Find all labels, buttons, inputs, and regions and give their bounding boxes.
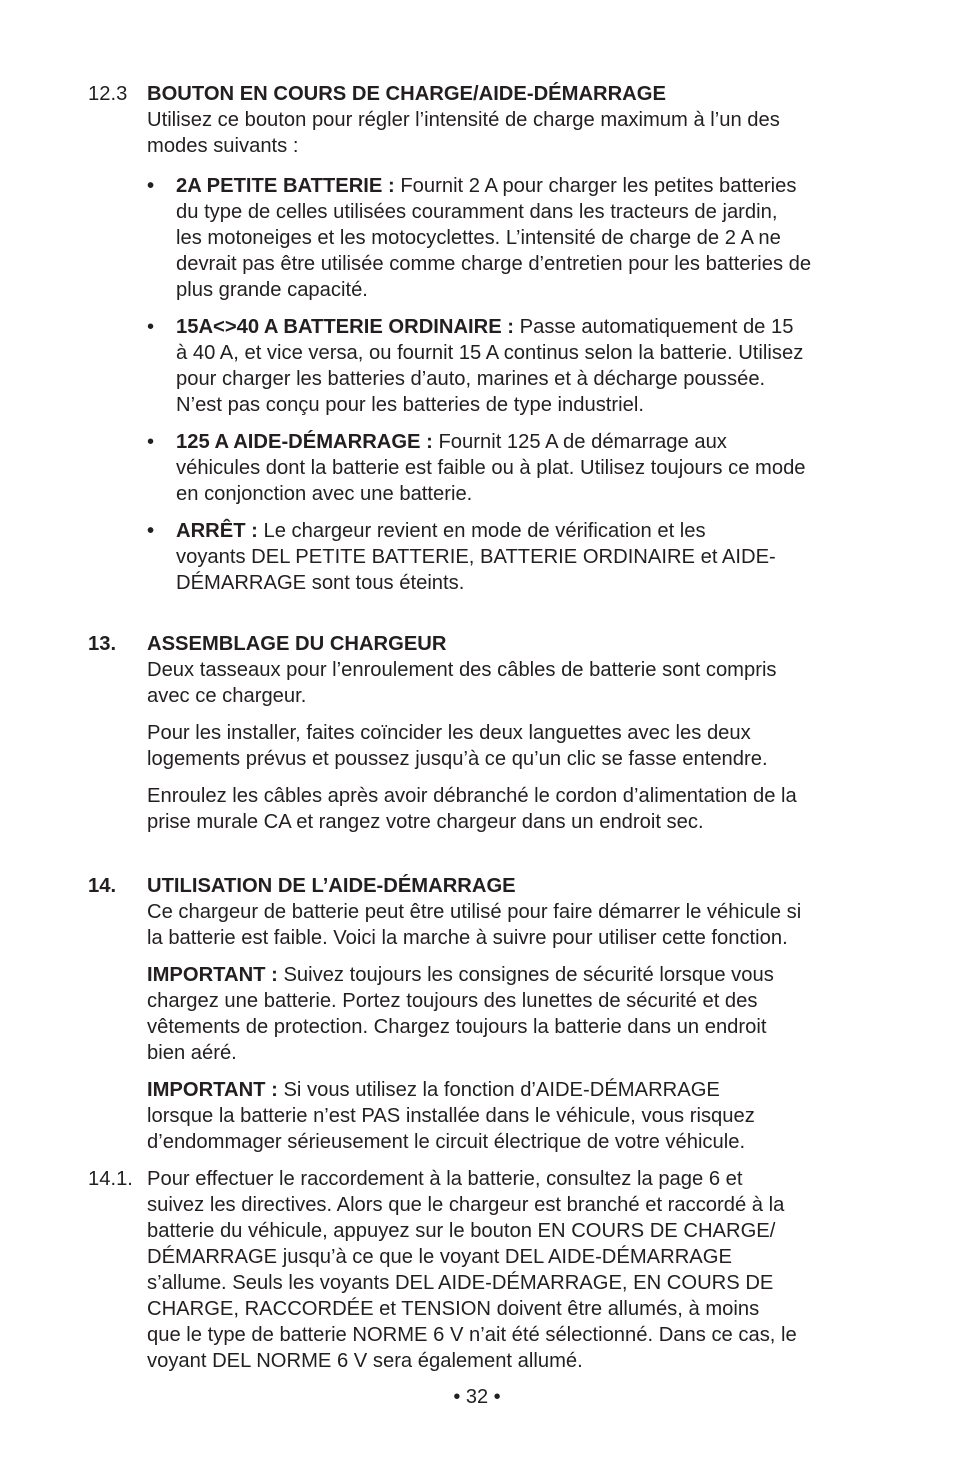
- important-label: IMPORTANT :: [147, 964, 278, 986]
- paragraph-line: CHARGE, RACCORDÉE et TENSION doivent être allumés, à moins: [147, 1298, 760, 1320]
- paragraph-line: prise murale CA et rangez votre chargeur dans un endroit sec.: [147, 811, 704, 833]
- paragraph-line: logements prévus et poussez jusqu’à ce qu’un clic se fasse entendre.: [147, 748, 768, 770]
- bullet-marker: •: [147, 316, 155, 338]
- bullet-line: N’est pas conçu pour les batteries de type industriel.: [176, 394, 644, 416]
- bullet-line: voyants DEL PETITE BATTERIE, BATTERIE ORDINAIRE et AIDE-: [176, 546, 776, 568]
- section-number: 14.1.: [88, 1168, 133, 1190]
- paragraph-line: chargez une batterie. Portez toujours des lunettes de sécurité et des: [147, 990, 758, 1012]
- important-first-line: [147, 1077, 720, 1103]
- bullet-line: véhicules dont la batterie est faible ou à plat. Utilisez toujours ce mode: [176, 457, 806, 479]
- paragraph-line: Ce chargeur de batterie peut être utilisé pour faire démarrer le véhicule si: [147, 901, 802, 923]
- important-text: Suivez toujours les consignes de sécurité lorsque vous: [283, 964, 774, 986]
- bullet-text: Fournit 2 A pour charger les petites batteries: [400, 175, 797, 197]
- bullet-line: pour charger les batteries d’auto, marines et à décharge poussée.: [176, 368, 766, 390]
- paragraph-line: DÉMARRAGE jusqu’à ce que le voyant DEL AIDE-DÉMARRAGE: [147, 1246, 732, 1268]
- bullet-line: DÉMARRAGE sont tous éteints.: [176, 572, 465, 594]
- paragraph-line: voyant DEL NORME 6 V sera également allumé.: [147, 1350, 583, 1372]
- paragraph-line: Deux tasseaux pour l’enroulement des câbles de batterie sont compris: [147, 659, 777, 681]
- paragraph-line: bien aéré.: [147, 1042, 237, 1064]
- paragraph-line: avec ce chargeur.: [147, 685, 307, 707]
- bullet-marker: •: [147, 175, 155, 197]
- paragraph-line: s’allume. Seuls les voyants DEL AIDE-DÉMARRAGE, EN COURS DE: [147, 1272, 774, 1294]
- paragraph-line: modes suivants :: [147, 135, 299, 157]
- bullet-line: du type de celles utilisées couramment dans les tracteurs de jardin,: [176, 201, 778, 223]
- page-number: • 32 •: [453, 1386, 501, 1408]
- bullet-label: 15A<>40 A BATTERIE ORDINAIRE :: [176, 316, 515, 338]
- bullet-label: ARRÊT :: [176, 520, 258, 542]
- paragraph-line: Enroulez les câbles après avoir débranché le cordon d’alimentation de la: [147, 785, 797, 807]
- paragraph-line: Pour effectuer le raccordement à la batterie, consultez la page 6 et: [147, 1168, 743, 1190]
- bullet-first-line: [176, 429, 727, 455]
- paragraph-line: vêtements de protection. Chargez toujours la batterie dans un endroit: [147, 1016, 767, 1038]
- bullet-marker: •: [147, 431, 155, 453]
- bullet-label: 125 A AIDE-DÉMARRAGE :: [176, 431, 433, 453]
- bullet-text: Fournit 125 A de démarrage aux: [438, 431, 727, 453]
- paragraph-line: Utilisez ce bouton pour régler l’intensité de charge maximum à l’un des: [147, 109, 780, 131]
- section-number: 13.: [88, 633, 117, 655]
- important-text: Si vous utilisez la fonction d’AIDE-DÉMARRAGE: [283, 1079, 720, 1101]
- paragraph-line: Pour les installer, faites coïncider les deux languettes avec les deux: [147, 722, 751, 744]
- bullet-label: 2A PETITE BATTERIE :: [176, 175, 395, 197]
- bullet-first-line: [176, 173, 796, 199]
- bullet-text: Le chargeur revient en mode de vérification et les: [263, 520, 706, 542]
- paragraph-line: suivez les directives. Alors que le chargeur est branché et raccordé à la: [147, 1194, 785, 1216]
- section-number: 12.3: [88, 83, 128, 105]
- paragraph-line: la batterie est faible. Voici la marche à suivre pour utiliser cette fonction.: [147, 927, 788, 949]
- paragraph-line: batterie du véhicule, appuyez sur le bouton EN COURS DE CHARGE/: [147, 1220, 776, 1242]
- bullet-first-line: [176, 518, 706, 544]
- section-heading: ASSEMBLAGE DU CHARGEUR: [147, 633, 447, 655]
- paragraph-line: d’endommager sérieusement le circuit électrique de votre véhicule.: [147, 1131, 746, 1153]
- important-label: IMPORTANT :: [147, 1079, 278, 1101]
- bullet-line: plus grande capacité.: [176, 279, 368, 301]
- section-number: 14.: [88, 875, 117, 897]
- bullet-line: en conjonction avec une batterie.: [176, 483, 473, 505]
- bullet-line: les motoneiges et les motocyclettes. L’intensité de charge de 2 A ne: [176, 227, 781, 249]
- paragraph-line: lorsque la batterie n’est PAS installée dans le véhicule, vous risquez: [147, 1105, 755, 1127]
- section-heading: BOUTON EN COURS DE CHARGE/AIDE-DÉMARRAGE: [147, 83, 666, 105]
- bullet-text: Passe automatiquement de 15: [519, 316, 794, 338]
- important-first-line: [147, 962, 774, 988]
- paragraph-line: que le type de batterie NORME 6 V n’ait été sélectionné. Dans ce cas, le: [147, 1324, 797, 1346]
- bullet-line: à 40 A, et vice versa, ou fournit 15 A continus selon la batterie. Utilisez: [176, 342, 804, 364]
- section-heading: UTILISATION DE L’AIDE-DÉMARRAGE: [147, 875, 516, 897]
- bullet-line: devrait pas être utilisée comme charge d’entretien pour les batteries de: [176, 253, 812, 275]
- bullet-marker: •: [147, 520, 155, 542]
- bullet-first-line: [176, 314, 793, 340]
